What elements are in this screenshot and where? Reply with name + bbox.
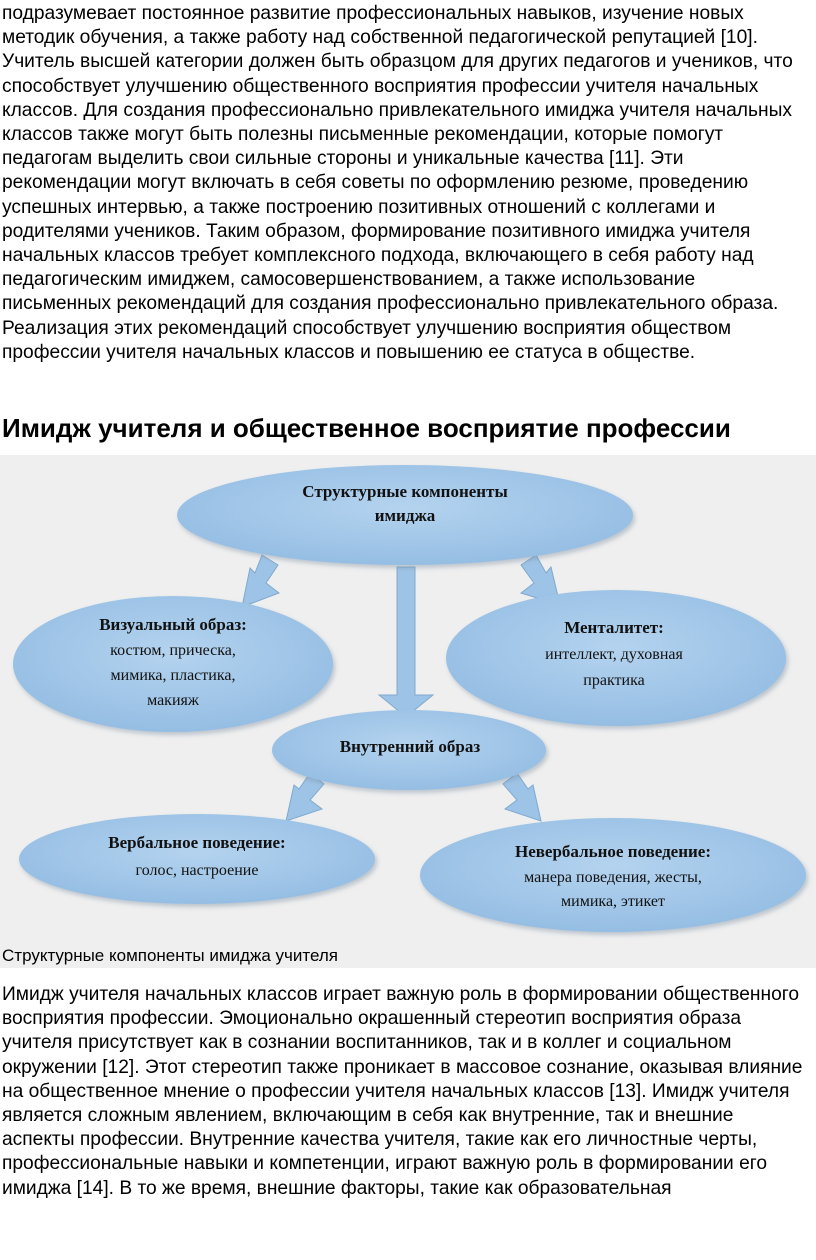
nonverbal-title: Невербальное поведение: (514, 842, 712, 861)
arrow-inner-to-verbal (286, 773, 324, 821)
mental-line2: практика (583, 672, 645, 689)
arrow-inner-to-nonverbal (503, 773, 541, 821)
verbal-line1: голос, настроение (135, 862, 259, 879)
mental-line1: интеллект, духовная (545, 646, 683, 663)
figure-caption: Структурные компоненты имиджа учителя (2, 946, 338, 965)
ellipse-verbal-behavior (19, 814, 375, 904)
visual-line1: костюм, прическа, (110, 642, 236, 659)
verbal-title: Вербальное поведение: (108, 833, 286, 852)
visual-title: Визуальный образ: (99, 615, 247, 634)
arrow-center-to-inner (379, 567, 433, 717)
visual-line3: макияж (147, 692, 199, 709)
nonverbal-line1: манера поведения, жесты, (524, 869, 702, 886)
body-paragraph-1: подразумевает постоянное развитие профессиональных навыков, изучение новых методик обучения, а также работу над собственной педагогической репутацией [10]. Учитель высшей категории должен быть образцом для других педагогов и учеников, что способствует улучшению общественного восприятия профессии учителя начальных классов. Для создания профессионально привлекательного имиджа учителя начальных классов также могут быть полезны письменные рекомендации, которые помогут педагогам выделить свои сильные стороны и уникальные качества [11]. Эти рекомендации могут включать в себя советы по оформлению резюме, проведению успешных интервью, а также построению позитивных отношений с коллегами и родителями учеников. Таким образом, формирование позитивного имиджа учителя начальных классов требует комплексного подхода, включающего в себя работу над педагогическим имиджем, самосовершенствованием, а также использование письменных рекомендаций для создания профессионально привлекательного образа. Реализация этих рекомендаций способствует улучшению восприятия обществом профессии учителя начальных классов и повышению ее статуса в обществе. (2, 3, 793, 363)
inner-title: Внутренний образ (339, 737, 481, 756)
nonverbal-line2: мимика, этикет (561, 893, 665, 910)
center-title-line2: имиджа (374, 506, 436, 525)
image-components-diagram (0, 455, 816, 968)
visual-line2: мимика, пластика, (110, 667, 236, 684)
diagram-canvas (0, 455, 816, 968)
section-heading: Имидж учителя и общественное восприятие профессии (2, 413, 731, 443)
arrow-center-to-visual (242, 555, 279, 607)
mental-title: Менталитет: (564, 618, 664, 637)
center-title-line1: Структурные компоненты (302, 482, 508, 501)
body-paragraph-2: Имидж учителя начальных классов играет важную роль в формировании общественного восприятия профессии. Эмоционально окрашенный стереотип восприятия образа учителя присутствует как в сознании воспитанников, так и в коллег и социальном окружении [12]. Этот стереотип также проникает в массовое сознание, оказывая влияние на общественное мнение о профессии учителя начальных классов [13]. Имидж учителя является сложным явлением, включающим в себя как внутренние, так и внешние аспекты профессии. Внутренние качества учителя, такие как его личностные черты, профессиональные навыки и компетенции, играют важную роль в формировании его имиджа [14]. В то же время, внешние факторы, такие как образовательная (2, 984, 803, 1199)
